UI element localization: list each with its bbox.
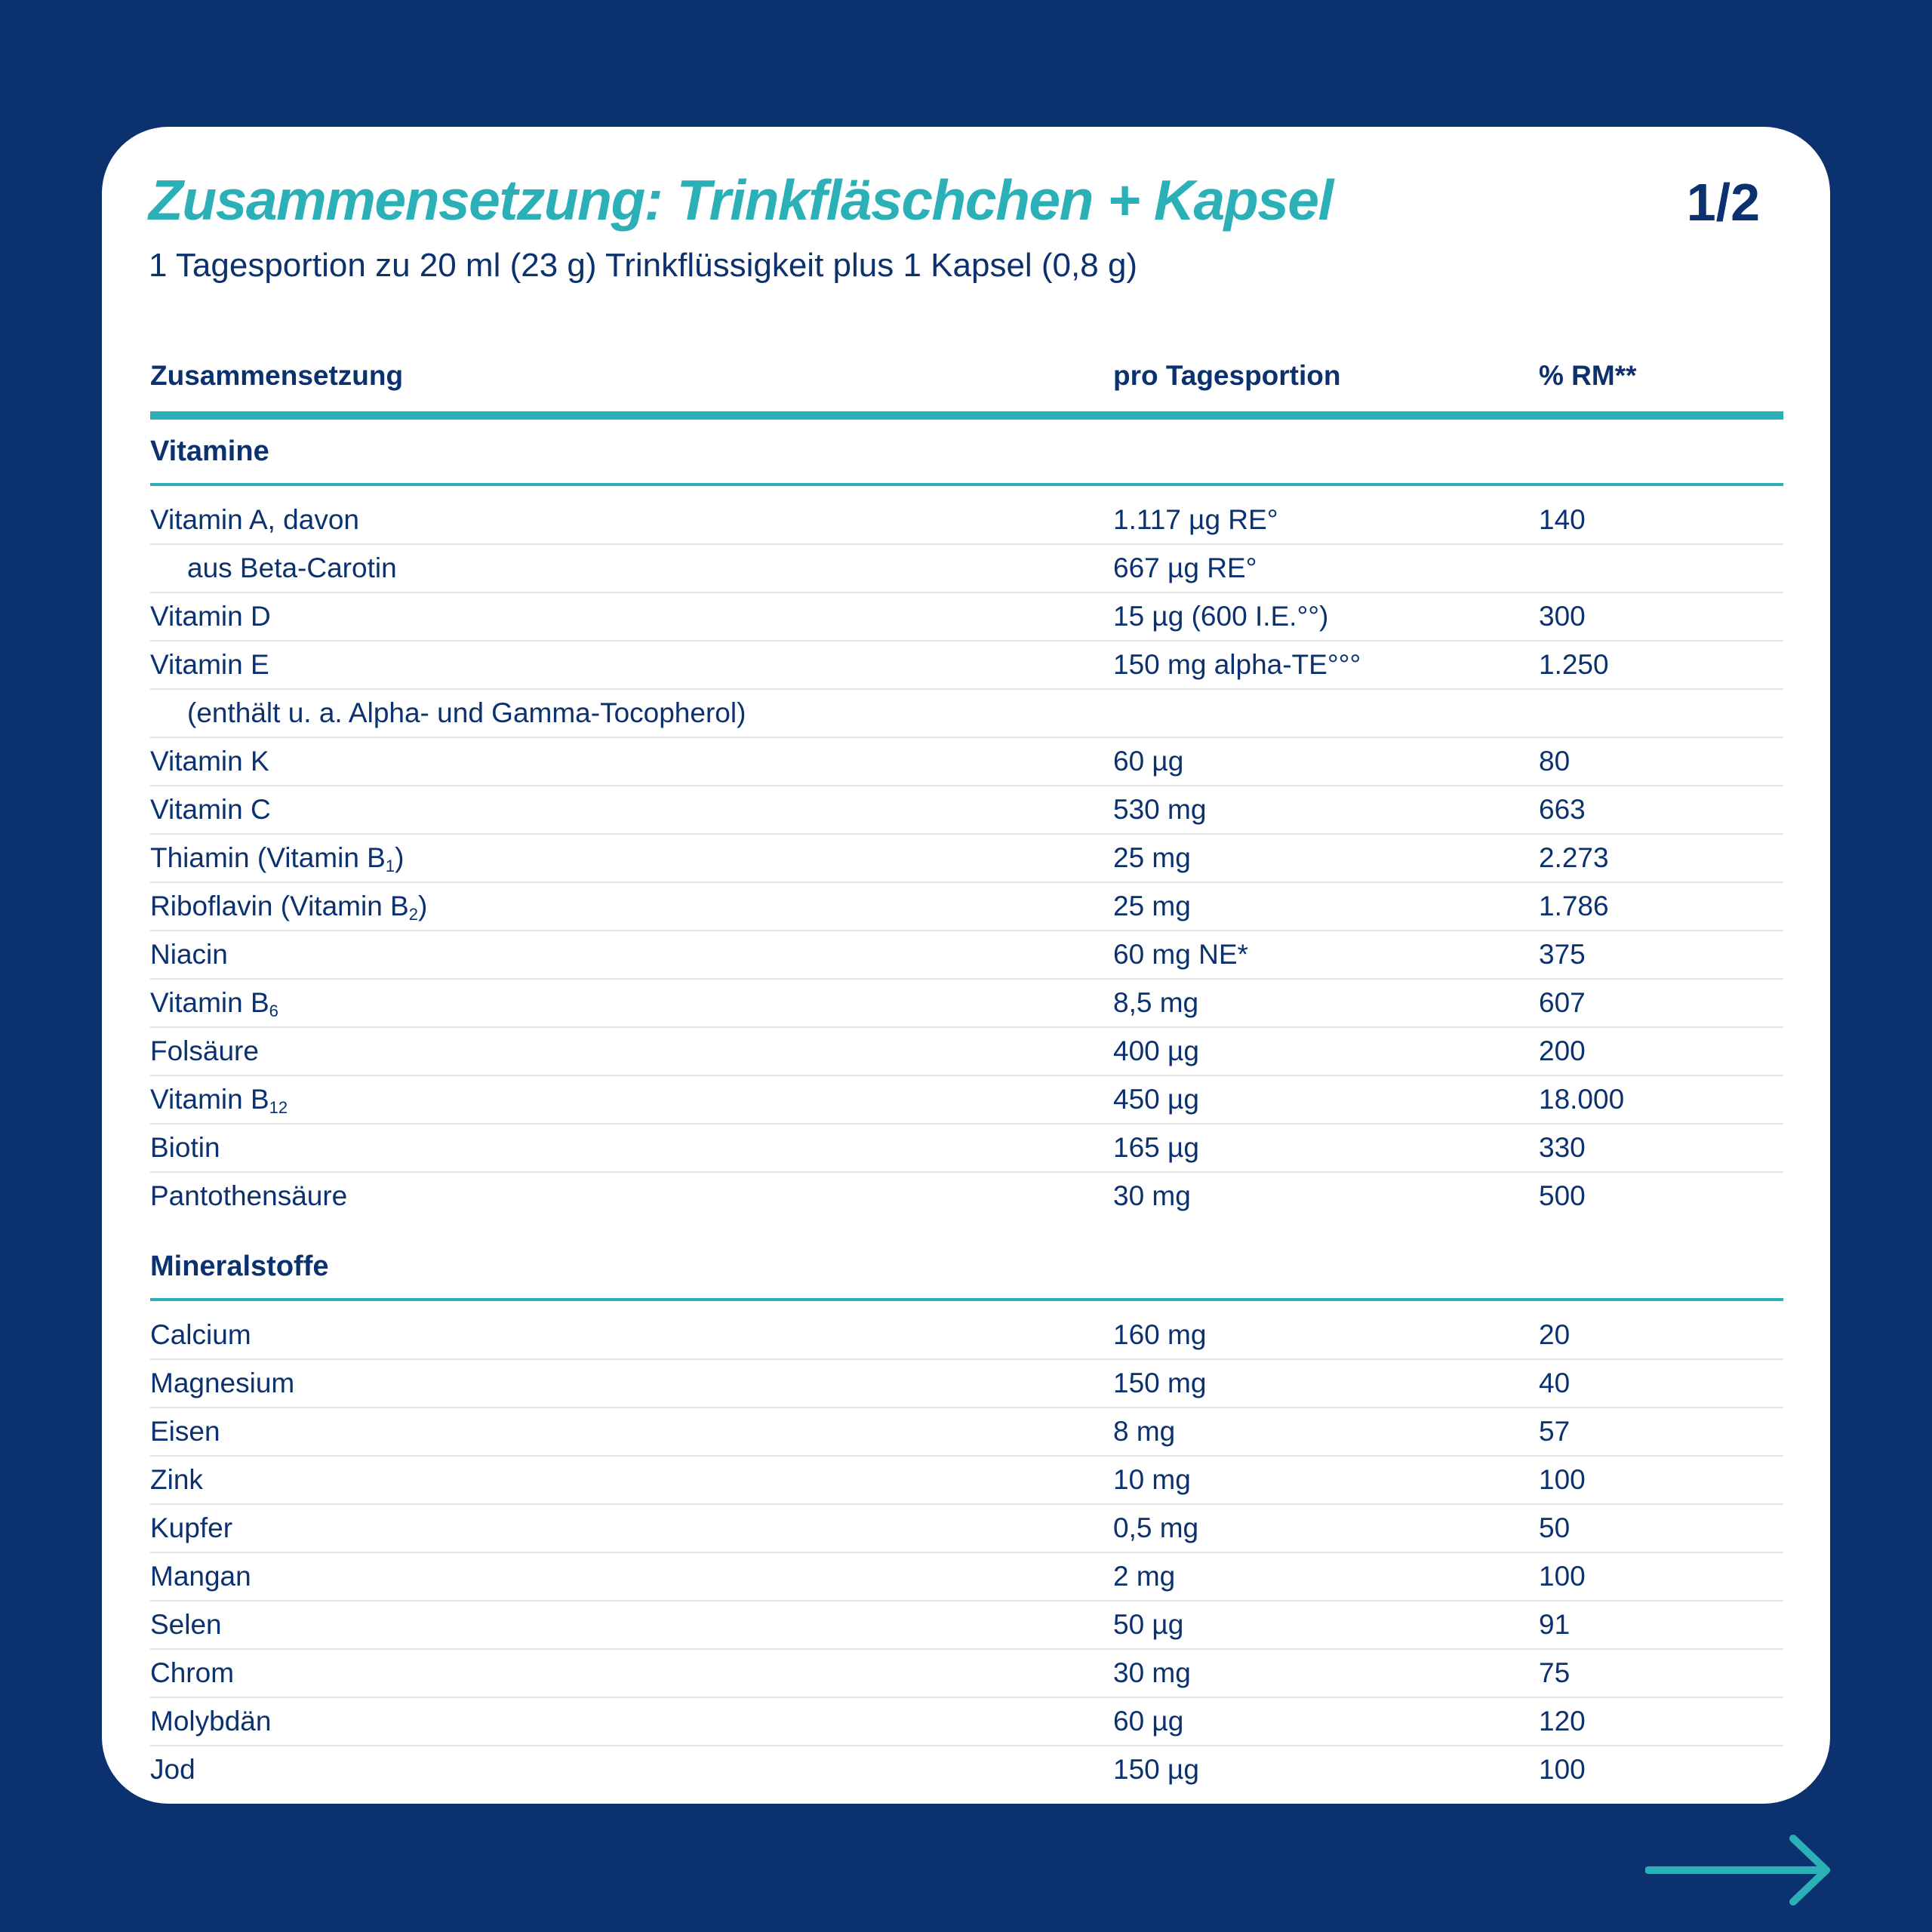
section-header-mineralstoffe: [150, 1235, 1783, 1301]
amount-per-portion: 150 mg alpha-TE°°°: [1113, 649, 1361, 680]
table-row: [150, 1505, 1783, 1553]
nutrient-label: Vitamin K: [150, 746, 269, 777]
nutrient-label: Selen: [150, 1609, 222, 1640]
rm-percentage: 100: [1539, 1464, 1586, 1495]
table-row: [150, 497, 1783, 545]
nutrient-label: Zink: [150, 1464, 203, 1495]
rm-percentage: 330: [1539, 1132, 1586, 1163]
amount-per-portion: 150 mg: [1113, 1367, 1207, 1398]
rm-percentage: 500: [1539, 1180, 1586, 1211]
nutrient-label: Thiamin (Vitamin B: [150, 842, 386, 873]
rm-percentage: 75: [1539, 1657, 1571, 1688]
page-indicator: 1/2: [1686, 173, 1760, 232]
rm-percentage: 1.250: [1539, 649, 1609, 680]
rm-percentage: 2.273: [1539, 842, 1609, 873]
nutrient-name: [150, 641, 269, 688]
page-title: Zusammensetzung: Trinkfläschchen + Kapsel: [149, 168, 1333, 232]
table-row: [150, 738, 1783, 786]
amount-per-portion: 25 mg: [1113, 891, 1191, 921]
nutrient-subscript: 1: [385, 857, 395, 875]
amount-per-portion: 30 mg: [1113, 1180, 1191, 1211]
rm-percentage: 200: [1539, 1035, 1586, 1066]
table-row: [150, 1408, 1783, 1457]
nutrient-name: [150, 1698, 271, 1745]
table-row: [150, 690, 1783, 738]
composition-card: [102, 127, 1830, 1804]
nutrient-subscript: 12: [269, 1098, 288, 1117]
table-row: [150, 883, 1783, 931]
section-spacer: [150, 1301, 1783, 1312]
nutrient-name: [150, 1408, 220, 1455]
nutrient-name: [150, 1173, 347, 1220]
nutrient-label: Folsäure: [150, 1035, 259, 1066]
nutrient-label: Molybdän: [150, 1706, 272, 1737]
amount-per-portion: 150 µg: [1113, 1754, 1199, 1785]
amount-per-portion: 2 mg: [1113, 1561, 1176, 1592]
table-row: [150, 641, 1783, 690]
rm-percentage: 1.786: [1539, 891, 1609, 921]
amount-per-portion: 60 µg: [1113, 1706, 1184, 1737]
amount-per-portion: 0,5 mg: [1113, 1512, 1199, 1543]
nutrient-name: [150, 931, 228, 978]
rm-percentage: 91: [1539, 1609, 1571, 1640]
table-row: [150, 1698, 1783, 1746]
table-row: [150, 1173, 1783, 1220]
nutrient-label: Chrom: [150, 1657, 235, 1688]
table-row: [150, 1746, 1783, 1793]
rm-percentage: 100: [1539, 1561, 1586, 1592]
column-header-rm: % RM**: [1539, 360, 1637, 391]
nutrient-suffix: ): [418, 891, 428, 921]
table-row: [150, 980, 1783, 1028]
nutrient-name: [187, 690, 746, 737]
amount-per-portion: 8 mg: [1113, 1416, 1176, 1447]
nutrient-name: [187, 545, 397, 592]
amount-per-portion: 1.117 µg RE°: [1113, 504, 1278, 535]
nutrient-name: [150, 1746, 195, 1793]
column-header-amount: pro Tagesportion: [1113, 360, 1341, 391]
rm-percentage: 18.000: [1539, 1084, 1625, 1115]
amount-per-portion: 165 µg: [1113, 1132, 1199, 1163]
nutrient-label: Biotin: [150, 1132, 220, 1163]
nutrient-label: Vitamin C: [150, 794, 271, 825]
rm-percentage: 50: [1539, 1512, 1571, 1543]
nutrient-name: [150, 835, 404, 881]
amount-per-portion: 160 mg: [1113, 1319, 1207, 1350]
nutrient-subscript: 6: [269, 1001, 278, 1020]
nutrient-name: [150, 738, 269, 785]
page-subtitle: 1 Tagesportion zu 20 ml (23 g) Trinkflüssigkeit plus 1 Kapsel (0,8 g): [149, 247, 1138, 284]
rm-percentage: 40: [1539, 1367, 1571, 1398]
amount-per-portion: 10 mg: [1113, 1464, 1191, 1495]
rm-percentage: 300: [1539, 601, 1586, 632]
amount-per-portion: 400 µg: [1113, 1035, 1199, 1066]
table-row: [150, 1028, 1783, 1076]
table-row: [150, 1312, 1783, 1360]
nutrient-label: aus Beta-Carotin: [187, 552, 397, 583]
amount-per-portion: 50 µg: [1113, 1609, 1184, 1640]
rm-percentage: 375: [1539, 939, 1586, 970]
nutrient-name: [150, 883, 427, 930]
nutrient-name: [150, 1076, 288, 1123]
nutrient-name: [150, 1650, 234, 1697]
rm-percentage: 120: [1539, 1706, 1586, 1737]
amount-per-portion: 15 µg (600 I.E.°°): [1113, 601, 1329, 632]
rm-percentage: 57: [1539, 1416, 1571, 1447]
nutrient-label: Eisen: [150, 1416, 220, 1447]
nutrient-name: [150, 1553, 251, 1600]
nutrient-name: [150, 1360, 294, 1407]
nutrient-label: Vitamin B: [150, 1084, 269, 1115]
nutrient-name: [150, 497, 359, 543]
table-row: [150, 593, 1783, 641]
table-row: [150, 545, 1783, 593]
amount-per-portion: 667 µg RE°: [1113, 552, 1257, 583]
nutrient-name: [150, 1124, 220, 1171]
nutrient-label: Kupfer: [150, 1512, 233, 1543]
table-row: [150, 1360, 1783, 1408]
table-row: [150, 1076, 1783, 1124]
nutrient-label: Jod: [150, 1754, 195, 1785]
nutrient-label: Riboflavin (Vitamin B: [150, 891, 409, 921]
table-row: [150, 786, 1783, 835]
nutrient-name: [150, 1457, 203, 1503]
mineralstoffe-rows: [150, 1312, 1783, 1793]
nutrient-label: Vitamin D: [150, 601, 271, 632]
rm-percentage: 607: [1539, 987, 1586, 1018]
table-row: [150, 1553, 1783, 1601]
amount-per-portion: 60 µg: [1113, 746, 1184, 777]
nutrient-label: Mangan: [150, 1561, 251, 1592]
section-header-vitamine: [150, 420, 1783, 486]
rm-percentage: 663: [1539, 794, 1586, 825]
table-row: [150, 1601, 1783, 1650]
section-title: Vitamine: [150, 435, 269, 467]
nutrient-label: Pantothensäure: [150, 1180, 348, 1211]
section-spacer: [150, 486, 1783, 497]
nutrient-subscript: 2: [408, 905, 418, 924]
nutrient-label: Vitamin E: [150, 649, 269, 680]
amount-per-portion: 30 mg: [1113, 1657, 1191, 1688]
nutrient-name: [150, 1312, 251, 1358]
nutrient-label: (enthält u. a. Alpha- und Gamma-Tocopherol): [187, 697, 746, 728]
nutrient-label: Vitamin B: [150, 987, 269, 1018]
amount-per-portion: 25 mg: [1113, 842, 1191, 873]
nutrient-label: Magnesium: [150, 1367, 295, 1398]
section-title: Mineralstoffe: [150, 1251, 329, 1282]
table-row: [150, 1650, 1783, 1698]
rm-percentage: 20: [1539, 1319, 1571, 1350]
table-row: [150, 835, 1783, 883]
amount-per-portion: 60 mg NE*: [1113, 939, 1248, 970]
rm-percentage: 80: [1539, 746, 1571, 777]
nutrient-name: [150, 786, 271, 833]
nutrient-name: [150, 1505, 232, 1552]
table-header: [150, 340, 1783, 420]
rm-percentage: 100: [1539, 1754, 1586, 1785]
vitamine-rows: [150, 497, 1783, 1220]
nutrient-name: [150, 1028, 259, 1075]
nutrient-label: Calcium: [150, 1319, 251, 1350]
table-row: [150, 931, 1783, 980]
column-header-composition: Zusammensetzung: [150, 360, 404, 391]
nutrient-label: Vitamin A, davon: [150, 504, 359, 535]
arrow-right-icon[interactable]: [1645, 1834, 1838, 1906]
table-row: [150, 1124, 1783, 1173]
nutrient-name: [150, 1601, 222, 1648]
amount-per-portion: 8,5 mg: [1113, 987, 1199, 1018]
nutrient-name: [150, 593, 271, 640]
nutrient-name: [150, 980, 278, 1026]
composition-table: [150, 340, 1783, 1793]
amount-per-portion: 530 mg: [1113, 794, 1207, 825]
nutrient-suffix: ): [395, 842, 405, 873]
rm-percentage: 140: [1539, 504, 1586, 535]
amount-per-portion: 450 µg: [1113, 1084, 1199, 1115]
nutrient-label: Niacin: [150, 939, 228, 970]
table-row: [150, 1457, 1783, 1505]
